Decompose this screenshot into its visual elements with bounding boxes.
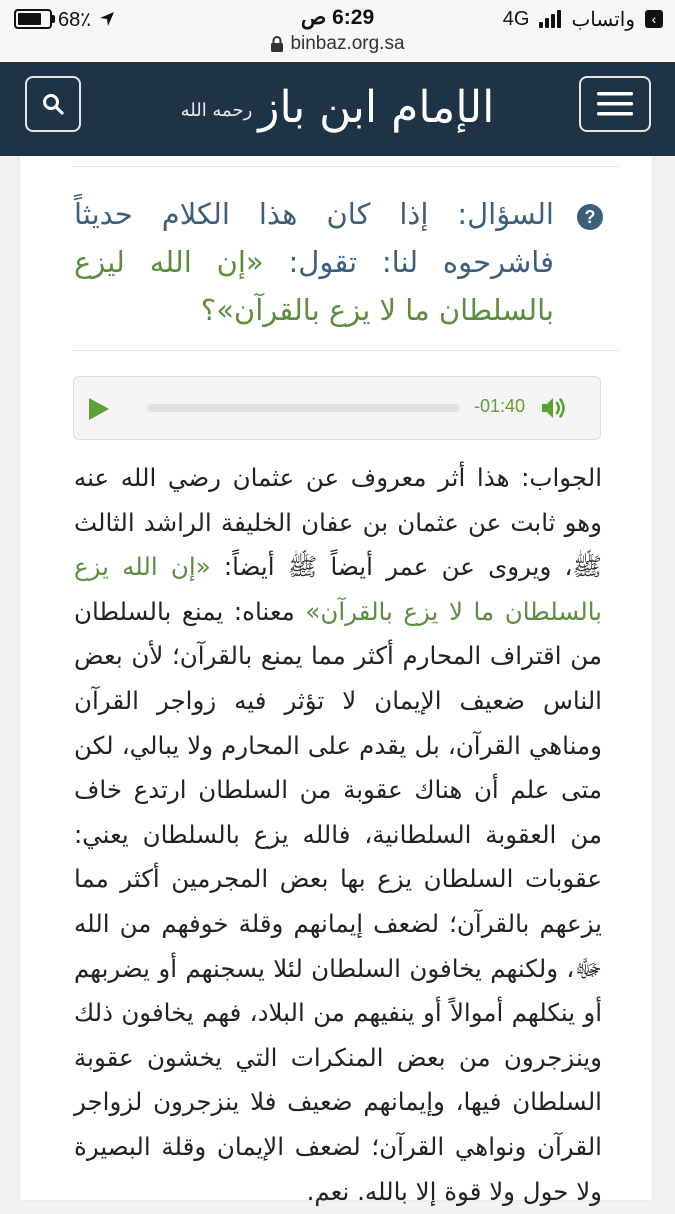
back-to-app-label[interactable]: واتساب — [571, 8, 635, 31]
divider — [73, 166, 621, 167]
answer-quote: «إن الله يزع بالسلطان ما لا يزع بالقرآن» — [74, 552, 602, 626]
answer-part-2: معناه: يمنع بالسلطان من اقتراف المحارم أكثر مما يمنع بالقرآن؛ لأن بعض الناس ضعيف الإيمان لا تؤثر فيه زواجر القرآن ومناهي القرآن، بل يقدم على المحارم ولا يبالي، لكن متى علم أن هناك عقوبة من السلطان ارتدع خاف من العقوبة السلطانية، فالله يزع بالسلطان يعني: عقوبات السلطان يزع بها بعض المجرمين أكثر مما يزعهم بالقرآن؛ لضعف إيمانهم وقلة خوفهم من الله ﷻ، ولكنهم يخافون السلطان لئلا يسجنهم أو يضربهم أو ينكلهم أموالاً أو ينفيهم من البلاد، فهم يخافون ذلك وينزجرون من بعض المنكرات التي يخشون عقوبة السلطان فيها، وإيمانهم ضعيف فلا ينزجرون لزواجر القرآن ونواهي القرآن؛ لضعف الإيمان وقلة البصيرة ولا حول ولا قوة إلا بالله. نعم. — [74, 596, 602, 1206]
volume-icon[interactable] — [540, 395, 568, 421]
logo-text: الإمام ابن باز — [258, 82, 495, 133]
logo-honorific: رحمه الله — [180, 99, 253, 121]
fatwa-card — [20, 156, 652, 1206]
clock: 6:29 ص — [300, 6, 375, 29]
question-text — [74, 190, 554, 334]
question-body: إذا كان هذا الكلام حديثاً فاشرحوه لنا: تقول: — [74, 197, 555, 279]
url-text: binbaz.org.sa — [290, 33, 405, 54]
signal-icon — [539, 10, 561, 28]
url-bar[interactable] — [0, 33, 675, 55]
play-icon[interactable] — [89, 398, 109, 420]
audio-progress-track[interactable] — [147, 404, 460, 412]
network-type: 4G — [502, 7, 530, 30]
answer-part-1: الجواب: هذا أثر معروف عن عثمان رضي الله عنه وهو ثابت عن عثمان بن عفان الخليفة الراشد الثالث ﷺ، ويروى عن عمر أيضاً ﷺ أيضاً: — [74, 463, 602, 582]
status-bar — [0, 0, 675, 62]
answer-text — [74, 456, 602, 1214]
question-icon: ? — [577, 204, 603, 230]
menu-button[interactable] — [579, 76, 651, 132]
site-logo[interactable] — [0, 68, 675, 151]
back-arrow-icon[interactable]: ‹ — [645, 10, 663, 28]
question-label: السؤال: — [428, 197, 554, 231]
hamburger-icon — [597, 92, 633, 116]
lock-icon — [270, 36, 284, 52]
divider — [73, 350, 621, 351]
site-header — [0, 62, 675, 156]
battery-percent: 68٪ — [58, 8, 91, 31]
status-right — [503, 6, 663, 32]
audio-player — [73, 376, 601, 440]
audio-time-remaining: -01:40 — [474, 396, 526, 416]
question-quote: «إن الله ليزع بالسلطان ما لا يزع بالقرآن»؟ — [74, 245, 554, 327]
